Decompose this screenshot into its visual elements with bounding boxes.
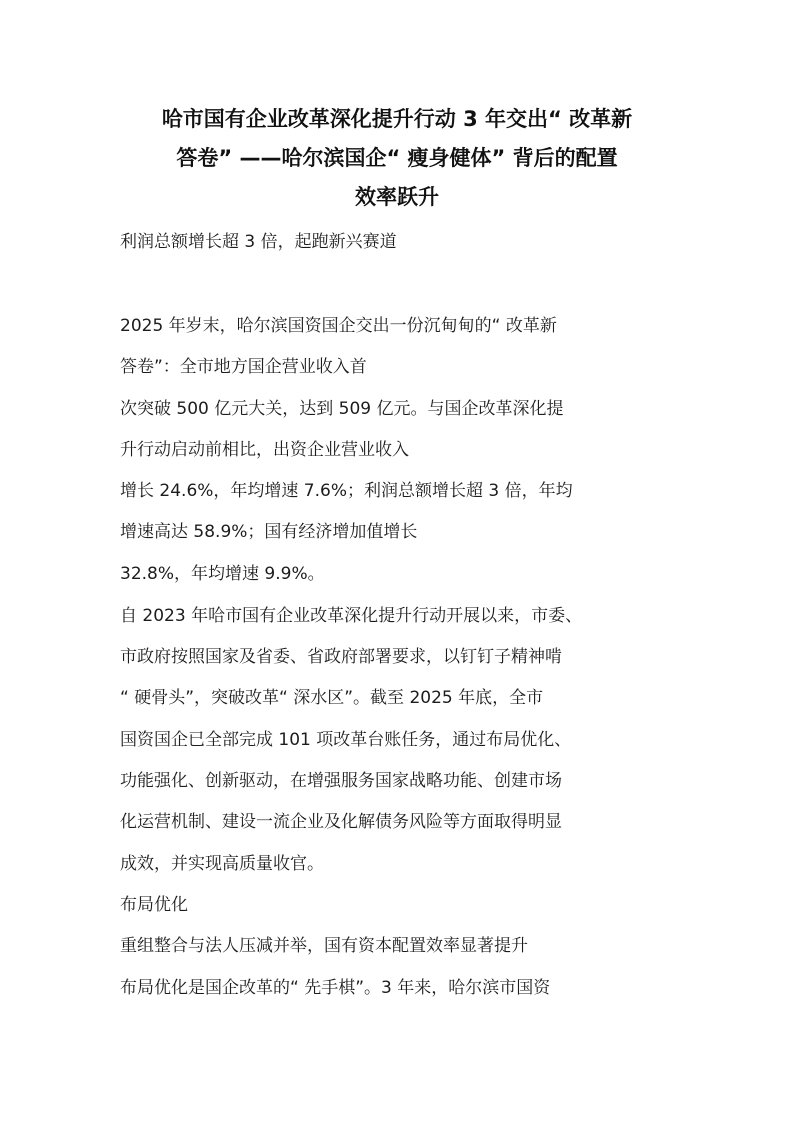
title-line: 效率跃升	[355, 185, 439, 209]
section-heading: 布局优化	[120, 895, 188, 915]
body-line: 次突破 500 亿元大关，达到 509 亿元。与国企改革深化提	[120, 399, 564, 419]
body-line: 功能强化、创新驱动，在增强服务国家战略功能、创建市场	[120, 771, 562, 791]
body-line: 增长 24.6%，年均增速 7.6%；利润总额增长超 3 倍，年均	[120, 481, 573, 501]
body-line: 答卷”：全市地方国企营业收入首	[120, 357, 367, 377]
body-line: “ 硬骨头”，突破改革“ 深水区”。截至 2025 年底，全市	[120, 688, 544, 708]
body-line: 升行动启动前相比，出资企业营业收入	[120, 440, 409, 460]
body-line: 化运营机制、建设一流企业及化解债务风险等方面取得明显	[120, 812, 562, 832]
body-line: 成效，并实现高质量收官。	[120, 854, 324, 874]
body-line: 增速高达 58.9%；国有经济增加值增长	[120, 522, 418, 542]
body-line: 自 2023 年哈市国有企业改革深化提升行动开展以来，市委、	[120, 606, 583, 626]
title-line: 答卷” ——哈尔滨国企“ 瘦身健体” 背后的配置	[176, 146, 618, 170]
body-line: 32.8%，年均增速 9.9%。	[120, 564, 325, 584]
subtitle: 利润总额增长超 3 倍，起跑新兴赛道	[120, 232, 397, 252]
body-line: 市政府按照国家及省委、省政府部署要求，以钉钉子精神啃	[120, 647, 562, 667]
body-line: 布局优化是国企改革的“ 先手棋”。3 年来，哈尔滨市国资	[120, 978, 551, 998]
body-line: 国资国企已全部完成 101 项改革台账任务，通过布局优化、	[120, 730, 572, 750]
document-title	[112, 100, 682, 217]
section-subheading: 重组整合与法人压减并举，国有资本配置效率显著提升	[120, 936, 528, 956]
title-line: 哈市国有企业改革深化提升行动 3 年交出“ 改革新	[161, 107, 633, 131]
body-line: 2025 年岁末，哈尔滨国资国企交出一份沉甸甸的“ 改革新	[120, 316, 557, 336]
